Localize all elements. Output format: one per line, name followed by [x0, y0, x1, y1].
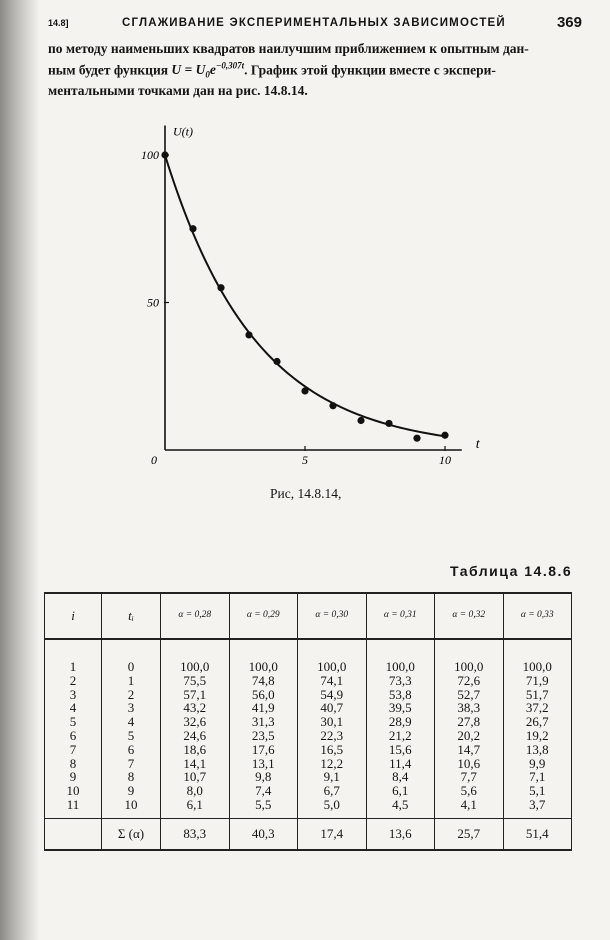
- value-cell: 43,2: [161, 701, 230, 715]
- value-cell: 13,1: [229, 757, 298, 771]
- value-cell: 23,5: [229, 729, 298, 743]
- table-row: [45, 701, 572, 715]
- origin-label: 0: [151, 453, 157, 467]
- value-cell: 8,0: [161, 784, 230, 798]
- value-cell: 4,5: [366, 798, 435, 818]
- value-cell: 4,1: [435, 798, 504, 818]
- header-i: i: [45, 593, 102, 639]
- value-cell: 10,6: [435, 757, 504, 771]
- table-row: [45, 784, 572, 798]
- table-row: [45, 743, 572, 757]
- table-sum-row: [45, 818, 572, 850]
- data-point: [413, 435, 420, 442]
- value-cell: 71,9: [503, 674, 572, 688]
- data-point: [217, 284, 224, 291]
- value-cell: 100,0: [229, 639, 298, 674]
- value-cell: 11,4: [366, 757, 435, 771]
- row-index-cell: 9: [45, 770, 102, 784]
- value-cell: 17,6: [229, 743, 298, 757]
- experimental-points: [161, 151, 448, 441]
- value-cell: 41,9: [229, 701, 298, 715]
- header-alpha: α = 0,33: [503, 593, 572, 639]
- data-point: [441, 432, 448, 439]
- value-cell: 30,1: [298, 715, 367, 729]
- time-cell: 8: [102, 770, 161, 784]
- time-cell: 5: [102, 729, 161, 743]
- formula-e: e: [209, 62, 216, 77]
- value-cell: 9,9: [503, 757, 572, 771]
- value-cell: 100,0: [161, 639, 230, 674]
- table-row: [45, 798, 572, 818]
- value-cell: 8,4: [366, 770, 435, 784]
- row-index-cell: 3: [45, 688, 102, 702]
- value-cell: 100,0: [366, 639, 435, 674]
- row-index-cell: 5: [45, 715, 102, 729]
- header-alpha: α = 0,30: [298, 593, 367, 639]
- y-axis-label: U(t): [173, 124, 193, 139]
- value-cell: 9,8: [229, 770, 298, 784]
- value-cell: 7,1: [503, 770, 572, 784]
- time-cell: 2: [102, 688, 161, 702]
- value-cell: 54,9: [298, 688, 367, 702]
- value-cell: 38,3: [435, 701, 504, 715]
- sum-cell: 13,6: [366, 818, 435, 850]
- value-cell: 100,0: [298, 639, 367, 674]
- header-t: tᵢ: [102, 593, 161, 639]
- sum-cell: 51,4: [503, 818, 572, 850]
- value-cell: 10,7: [161, 770, 230, 784]
- row-index-cell: 4: [45, 701, 102, 715]
- time-cell: 10: [102, 798, 161, 818]
- value-cell: 18,6: [161, 743, 230, 757]
- value-cell: 21,2: [366, 729, 435, 743]
- table-row: [45, 729, 572, 743]
- table-row: [45, 688, 572, 702]
- data-point: [161, 151, 168, 158]
- value-cell: 6,1: [366, 784, 435, 798]
- value-cell: 73,3: [366, 674, 435, 688]
- value-cell: 56,0: [229, 688, 298, 702]
- row-index-cell: 11: [45, 798, 102, 818]
- data-point: [273, 358, 280, 365]
- data-point: [189, 225, 196, 232]
- x-axis-label: t: [475, 437, 480, 452]
- value-cell: 28,9: [366, 715, 435, 729]
- y-tick-label: 100: [141, 148, 159, 162]
- time-cell: 3: [102, 701, 161, 715]
- row-index-cell: 2: [45, 674, 102, 688]
- value-cell: 5,0: [298, 798, 367, 818]
- value-cell: 9,1: [298, 770, 367, 784]
- value-cell: 72,6: [435, 674, 504, 688]
- header-alpha: α = 0,28: [161, 593, 230, 639]
- table-row: [45, 639, 572, 674]
- value-cell: 40,7: [298, 701, 367, 715]
- table-title: Таблица 14.8.6: [450, 563, 573, 579]
- sum-empty-cell: [45, 818, 102, 850]
- value-cell: 57,1: [161, 688, 230, 702]
- body-text: ным будет функция: [48, 62, 172, 77]
- x-tick-label: 10: [439, 453, 451, 467]
- value-cell: 15,6: [366, 743, 435, 757]
- value-cell: 13,8: [503, 743, 572, 757]
- sum-cell: 17,4: [298, 818, 367, 850]
- row-index-cell: 8: [45, 757, 102, 771]
- row-index-cell: 1: [45, 639, 102, 674]
- sum-cell: 83,3: [161, 818, 230, 850]
- value-cell: 14,1: [161, 757, 230, 771]
- time-cell: 9: [102, 784, 161, 798]
- data-point: [301, 387, 308, 394]
- value-cell: 6,1: [161, 798, 230, 818]
- formula-main: U = U: [171, 62, 206, 77]
- value-cell: 20,2: [435, 729, 504, 743]
- chart-labels: [141, 125, 481, 468]
- value-cell: 7,4: [229, 784, 298, 798]
- figure-caption: Рис, 14.8.14,: [270, 486, 342, 501]
- value-cell: 7,7: [435, 770, 504, 784]
- body-line: ментальными точками дан на рис. 14.8.14.: [48, 83, 308, 99]
- x-tick-label: 5: [302, 453, 308, 467]
- value-cell: 22,3: [298, 729, 367, 743]
- time-cell: 1: [102, 674, 161, 688]
- table-row: [45, 757, 572, 771]
- value-cell: 5,5: [229, 798, 298, 818]
- value-cell: 37,2: [503, 701, 572, 715]
- value-cell: 5,1: [503, 784, 572, 798]
- value-cell: 32,6: [161, 715, 230, 729]
- page-number: 369: [556, 14, 582, 31]
- value-cell: 16,5: [298, 743, 367, 757]
- value-cell: 100,0: [503, 639, 572, 674]
- value-cell: 51,7: [503, 688, 572, 702]
- value-cell: 6,7: [298, 784, 367, 798]
- header-alpha: α = 0,29: [229, 593, 298, 639]
- value-cell: 39,5: [366, 701, 435, 715]
- value-cell: 14,7: [435, 743, 504, 757]
- row-index-cell: 6: [45, 729, 102, 743]
- value-cell: 27,8: [435, 715, 504, 729]
- row-index-cell: 7: [45, 743, 102, 757]
- table-header-row: [45, 593, 572, 639]
- value-cell: 53,8: [366, 688, 435, 702]
- formula-exponent: −0,307t: [215, 60, 245, 71]
- value-cell: 31,3: [229, 715, 298, 729]
- value-cell: 75,5: [161, 674, 230, 688]
- table-row: [45, 674, 572, 688]
- running-title: СГЛАЖИВАНИЕ ЭКСПЕРИМЕНТАЛЬНЫХ ЗАВИСИМОСТЕЙ: [122, 17, 506, 29]
- value-cell: 74,8: [229, 674, 298, 688]
- data-point: [357, 417, 364, 424]
- value-cell: 52,7: [435, 688, 504, 702]
- body-line: по методу наименьших квадратов наилучшим приближением к опытным дан-: [48, 41, 529, 56]
- chart-axes: [164, 126, 462, 452]
- time-cell: 4: [102, 715, 161, 729]
- sum-cell: 40,3: [229, 818, 298, 850]
- sum-cell: 25,7: [435, 818, 504, 850]
- table-body: [45, 639, 572, 818]
- header-alpha: α = 0,31: [366, 593, 435, 639]
- value-cell: 19,2: [503, 729, 572, 743]
- section-number: 14.8]: [48, 18, 69, 28]
- formula-sub: 0: [205, 69, 210, 80]
- data-point: [385, 420, 392, 427]
- time-cell: 7: [102, 757, 161, 771]
- table-row: [45, 770, 572, 784]
- sum-label: Σ (α): [102, 818, 161, 850]
- body-text: . График этой функции вместе с экспери-: [244, 62, 496, 77]
- data-point: [245, 331, 252, 338]
- value-cell: 100,0: [435, 639, 504, 674]
- data-point: [329, 402, 336, 409]
- y-tick-label: 50: [147, 295, 159, 310]
- time-cell: 6: [102, 743, 161, 757]
- value-cell: 24,6: [161, 729, 230, 743]
- header-alpha: α = 0,32: [435, 593, 504, 639]
- value-cell: 26,7: [503, 715, 572, 729]
- value-cell: 3,7: [503, 798, 572, 818]
- data-table: [44, 592, 572, 851]
- value-cell: 5,6: [435, 784, 504, 798]
- table-row: [45, 715, 572, 729]
- time-cell: 0: [102, 639, 161, 674]
- value-cell: 12,2: [298, 757, 367, 771]
- value-cell: 74,1: [298, 674, 367, 688]
- row-index-cell: 10: [45, 784, 102, 798]
